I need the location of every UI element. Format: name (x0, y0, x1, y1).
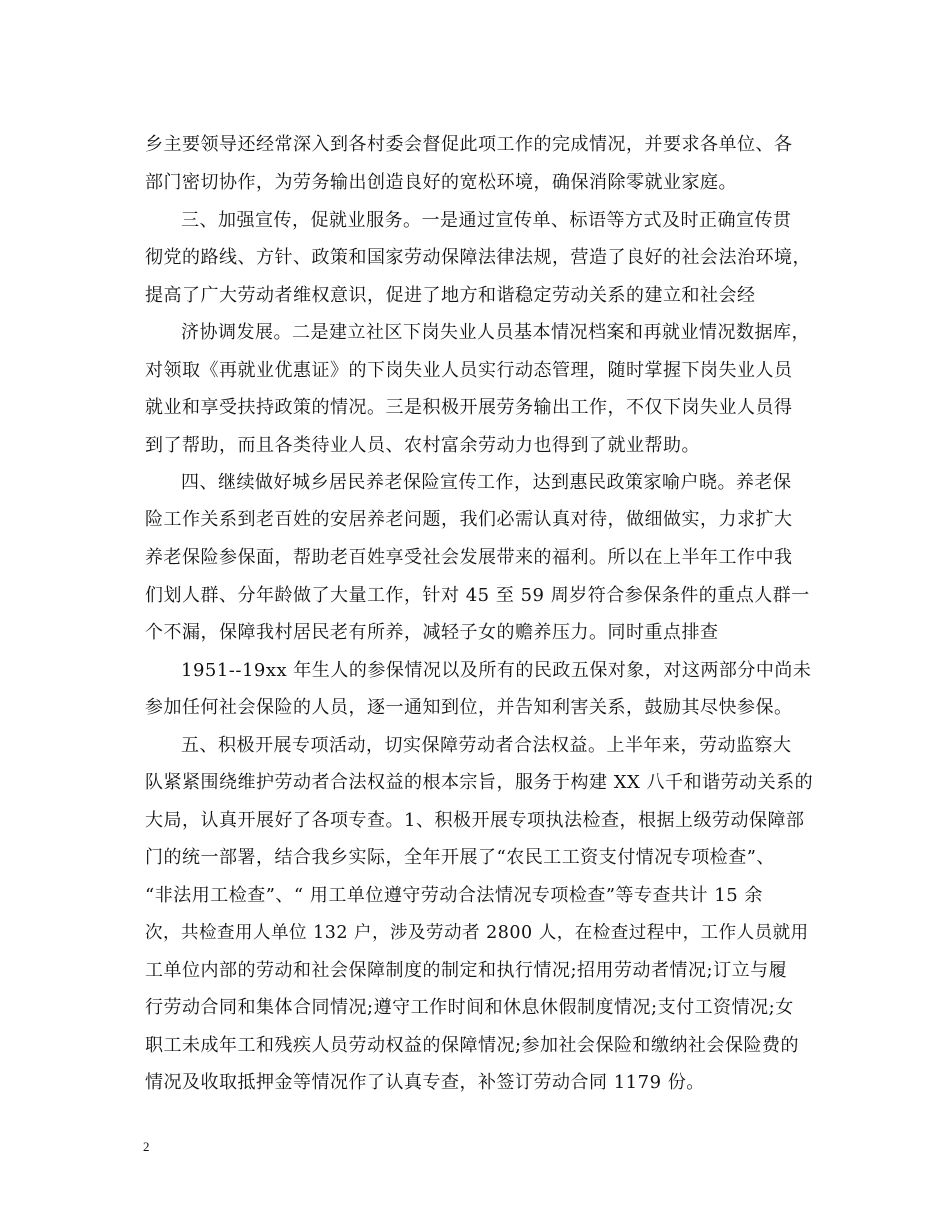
text-line: 彻党的路线、方针、政策和国家劳动保障法律法规，营造了良好的社会法治环境， (145, 247, 811, 268)
text-line: 个不漏，保障我村居民老有所养，减轻子女的赡养压力。同时重点排查 (145, 622, 719, 643)
text-line: 就业和享受扶持政策的情况。三是积极开展劳务输出工作，不仅下岗失业人员得 (145, 397, 793, 418)
text-line: 四、继续做好城乡居民养老保险宣传工作，达到惠民政策家喻户晓。养老保 (181, 472, 792, 493)
text-line: 次，共检查用人单位 132 户，涉及劳动者 2800 人，在检查过程中，工作人员就用 (145, 923, 809, 943)
text-line: 情况及收取抵押金等情况作了认真专查，补签订劳动合同 1179 份。 (145, 1072, 705, 1093)
text-line: “非法用工检查”、“ 用工单位遵守劳动合法情况专项检查”等专查共计 15 余 (145, 885, 763, 906)
text-line: 参加任何社会保险的人员，逐一通知到位，并告知利害关系，鼓励其尽快参保。 (145, 697, 793, 718)
text-line: 1951--19xx 年生人的参保情况以及所有的民政五保对象，对这两部分中尚未 (181, 660, 812, 681)
text-line: 乡主要领导还经常深入到各村委会督促此项工作的完成情况，并要求各单位、各 (145, 134, 793, 155)
text-line: 大局，认真开展好了各项专查。1、积极开展专项执法检查，根据上级劳动保障部 (145, 810, 805, 831)
text-line: 险工作关系到老百姓的安居养老问题，我们必需认真对待，做细做实，力求扩大 (145, 509, 793, 530)
text-line: 济协调发展。二是建立社区下岗失业人员基本情况档案和再就业情况数据库， (181, 322, 810, 343)
page-number: 2 (143, 1139, 150, 1154)
text-line: 五、积极开展专项活动，切实保障劳动者合法权益。上半年来，劳动监察大 (181, 735, 792, 756)
text-line: 养老保险参保面，帮助老百姓享受社会发展带来的福利。所以在上半年工作中我 (145, 547, 793, 568)
text-line: 到了帮助，而且各类待业人员、农村富余劳动力也得到了就业帮助。 (145, 435, 700, 456)
text-line: 门的统一部署，结合我乡实际，全年开展了“农民工工资支付情况专项检查”、 (145, 847, 775, 868)
text-line: 对领取《再就业优惠证》的下岗失业人员实行动态管理，随时掌握下岗失业人员 (145, 360, 793, 381)
text-line: 工单位内部的劳动和社会保障制度的制定和执行情况;招用劳动者情况;订立与履 (145, 960, 788, 981)
text-line: 们划人群、分年龄做了大量工作，针对 45 至 59 周岁符合参保条件的重点人群一 (145, 585, 810, 606)
text-line: 队紧紧围绕维护劳动者合法权益的根本宗旨，服务于构建 XX 八千和谐劳动关系的 (145, 772, 814, 793)
text-line: 部门密切协作，为劳务输出创造良好的宽松环境，确保消除零就业家庭。 (145, 172, 737, 193)
text-line: 三、加强宣传，促就业服务。一是通过宣传单、标语等方式及时正确宣传贯 (181, 210, 792, 231)
text-line: 行劳动合同和集体合同情况;遵守工作时间和休息休假制度情况;支付工资情况;女 (145, 997, 794, 1018)
text-line: 职工未成年工和残疾人员劳动权益的保障情况;参加社会保险和缴纳社会保险费的 (145, 1035, 800, 1056)
text-line: 提高了广大劳动者维权意识，促进了地方和谐稳定劳动关系的建立和社会经 (145, 285, 756, 306)
